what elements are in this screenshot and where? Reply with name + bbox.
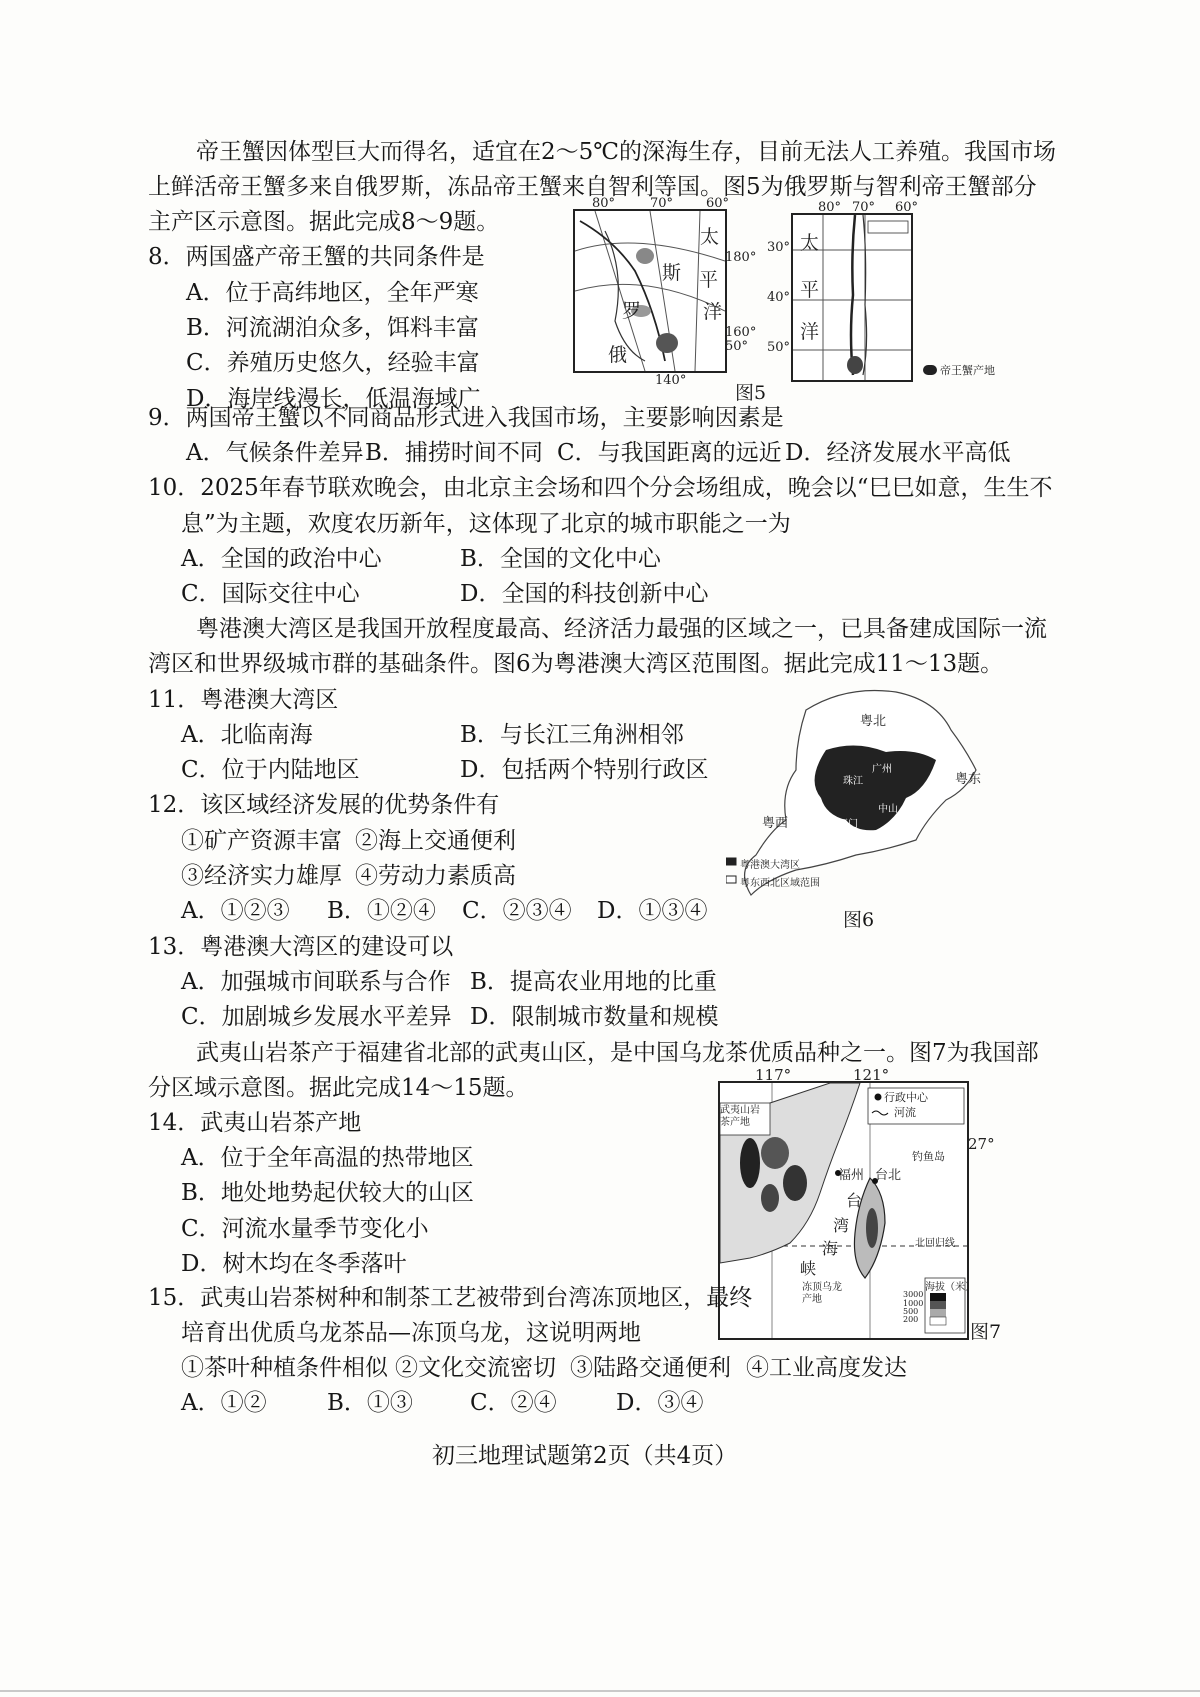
fig5-right-label-tai: 太 [800,232,820,254]
question-13-option-c: C．加剧城乡发展水平差异 [181,1004,452,1030]
question-11-option-c: C．位于内陆地区 [181,757,360,783]
fig5-right-lat-30: 30° [767,240,791,255]
fig7-label-dongding: 冻顶乌龙产地 [802,1282,842,1305]
question-11-option-b: B．与长江三角洲相邻 [460,722,684,748]
question-9-option-c: C．与我国距离的远近 [557,440,782,466]
fig6-label-guangzhou: 广州 [872,764,892,775]
question-9-option-d: D．经济发展水平高低 [785,440,1011,466]
question-10-option-a: A．全国的政治中心 [181,546,382,572]
passage-8-9-line1: 帝王蟹因体型巨大而得名，适宜在2～5℃的深海生存，目前无法人工养殖。我国市场 [196,139,1056,165]
question-10-stem-line1: 10．2025年春节联欢晚会，由北京主会场和四个分会场组成，晚会以“巳巳如意，生生不 [148,475,1053,501]
fig6-label-jiangmen: 江门 [838,819,858,830]
fig7-elevation-500: 500 [903,1307,919,1316]
fig7-label-tai: 台 [846,1191,863,1210]
fig7-lon-117: 117° [755,1066,792,1084]
fig6-label-zhujiang: 珠江 [843,776,863,787]
fig7-elevation-title: 海拔（米） [925,1282,975,1293]
fig7-label-wuyishan: 武夷山岩茶产地 [720,1105,760,1128]
fig5-label-tai: 太 [700,226,720,248]
fig5-right-lat-40: 40° [767,290,791,305]
question-15-item-2: ②文化交流密切 [395,1355,556,1381]
question-10-stem-line2: 息”为主题，欢度农历新年，这体现了北京的城市职能之一为 [181,511,791,537]
question-15-option-c: C．②④ [470,1390,557,1416]
question-11-option-d: D．包括两个特别行政区 [460,757,709,783]
fig6-label-yuebei: 粤北 [860,714,887,729]
fig6-label-zhongshan: 中山 [878,804,898,815]
fig5-label-ping: 平 [699,269,719,291]
fig7-lat-27: 27° [968,1135,995,1153]
question-12-item-3: ③经济实力雄厚 [181,863,342,889]
fig7-legend-admin-center: 行政中心 [884,1091,928,1104]
figure-7-caption: 图7 [970,1321,1002,1343]
question-14-option-b: B．地处地势起伏较大的山区 [181,1180,474,1206]
question-9-stem: 9．两国帝王蟹以不同商品形式进入我国市场，主要影响因素是 [148,405,784,431]
fig6-legend-region: 粤东西北区域范围 [740,878,820,889]
crab-legend-icon [923,365,937,375]
fig7-legend-river: 河流 [894,1106,916,1119]
fig5-right-lon-70: 70° [852,200,876,215]
question-15-item-3: ③陆路交通便利 [570,1355,731,1381]
fig5-left-lon-60: 60° [706,196,730,211]
question-15-stem-line2: 培育出优质乌龙茶品—冻顶乌龙，这说明两地 [181,1320,641,1346]
question-15-item-1: ①茶叶种植条件相似 [181,1355,388,1381]
fig7-label-xia: 峡 [800,1259,817,1278]
fig7-elevation-200: 200 [903,1315,919,1324]
question-8-stem: 8．两国盛产帝王蟹的共同条件是 [148,244,485,270]
fig7-label-diaoyudao: 钓鱼岛 [912,1150,945,1163]
passage-14-15-line2: 分区域示意图。据此完成14～15题。 [148,1075,529,1101]
fig7-label-taibei: 台北 [875,1168,902,1183]
passage-11-13-line2: 湾区和世界级城市群的基础条件。图6为粤港澳大湾区范围图。据此完成11～13题。 [148,651,1004,677]
question-12-item-1: ①矿产资源丰富 [181,828,342,854]
fig6-label-yuedong: 粤东 [955,772,982,787]
question-12-item-2: ②海上交通便利 [355,828,516,854]
passage-14-15-line1: 武夷山岩茶产于福建省北部的武夷山区，是中国乌龙茶优质品种之一。图7为我国部 [196,1040,1039,1066]
question-12-option-d: D．①③④ [597,898,708,924]
question-13-option-a: A．加强城市间联系与合作 [181,969,451,995]
fig5-left-lat-50: 50° [725,339,749,354]
figure-5-caption: 图5 [735,382,767,404]
fig7-elevation-3000: 3000 [903,1290,924,1299]
page-footer: 初三地理试题第2页（共4页） [432,1443,738,1469]
fig5-right-label-ping: 平 [800,279,820,301]
fig5-label-yang: 洋 [703,301,723,323]
fig7-label-hai: 海 [822,1239,839,1258]
fig5-label-luo: 罗 [622,300,642,322]
question-10-option-c: C．国际交往中心 [181,581,360,607]
question-10-option-b: B．全国的文化中心 [460,546,661,572]
fig5-right-lon-60: 60° [895,200,919,215]
figure-6-caption: 图6 [843,909,875,931]
question-13-option-b: B．提高农业用地的比重 [470,969,717,995]
fig7-label-wan: 湾 [833,1216,850,1235]
fig6-label-yuexi: 粤西 [762,816,789,831]
fig7-label-fuzhou: 福州 [838,1168,865,1183]
question-10-option-d: D．全国的科技创新中心 [460,581,709,607]
fig5-left-lat-180: 180° [725,250,757,265]
question-14-option-d: D．树木均在冬季落叶 [181,1251,407,1277]
fig5-left-lat-160: 160° [725,325,757,340]
question-12-option-b: B．①②④ [327,898,436,924]
fig5-label-e: 俄 [608,344,628,366]
question-8-option-d: D．海岸线漫长，低温海域广 [186,386,481,412]
fig5-legend-label: 帝王蟹产地 [940,364,995,377]
question-14-stem: 14．武夷山岩茶产地 [148,1110,362,1136]
fig5-left-lon-70: 70° [650,196,674,211]
question-13-option-d: D．限制城市数量和规模 [470,1004,719,1030]
fig7-elevation-1000: 1000 [903,1299,924,1308]
question-8-option-a: A．位于高纬地区，全年严寒 [186,280,479,306]
question-15-option-d: D．③④ [616,1390,704,1416]
fig7-lon-121: 121° [853,1066,890,1084]
fig7-label-tropic: 北回归线 [915,1238,955,1249]
fig5-right-lat-50: 50° [767,340,791,355]
question-12-option-a: A．①②③ [181,898,290,924]
question-11-stem: 11．粤港澳大湾区 [148,687,339,713]
fig5-left-lon-80: 80° [592,196,616,211]
question-8-option-b: B．河流湖泊众多，饵料丰富 [186,315,479,341]
question-9-option-a: A．气候条件差异 [186,440,364,466]
question-12-item-4: ④劳动力素质高 [355,863,516,889]
question-15-option-b: B．①③ [327,1390,413,1416]
fig5-left-lon-140: 140° [655,373,687,388]
question-15-stem-line1: 15．武夷山岩茶树种和制茶工艺被带到台湾冻顶地区，最终 [148,1285,753,1311]
question-11-option-a: A．北临南海 [181,722,313,748]
passage-8-9-line2: 上鲜活帝王蟹多来自俄罗斯，冻品帝王蟹来自智利等国。图5为俄罗斯与智利帝王蟹部分 [148,174,1037,200]
question-9-option-b: B．捕捞时间不同 [365,440,543,466]
question-12-option-c: C．②③④ [462,898,572,924]
fig6-legend-bay: 粤港澳大湾区 [740,860,800,871]
passage-8-9-line3: 主产区示意图。据此完成8～9题。 [148,209,500,235]
question-12-stem: 12．该区域经济发展的优势条件有 [148,792,500,818]
fig5-label-si: 斯 [662,262,682,284]
question-14-option-a: A．位于全年高温的热带地区 [181,1145,474,1171]
fig5-right-label-yang: 洋 [800,321,820,343]
question-13-stem: 13．粤港澳大湾区的建设可以 [148,934,454,960]
question-8-option-c: C．养殖历史悠久，经验丰富 [186,350,480,376]
scan-bottom-border [0,1690,1200,1692]
question-14-option-c: C．河流水量季节变化小 [181,1216,429,1242]
passage-11-13-line1: 粤港澳大湾区是我国开放程度最高、经济活力最强的区域之一，已具备建成国际一流 [196,616,1047,642]
fig5-right-lon-80: 80° [818,200,842,215]
question-15-option-a: A．①② [181,1390,267,1416]
question-15-item-4: ④工业高度发达 [746,1355,907,1381]
